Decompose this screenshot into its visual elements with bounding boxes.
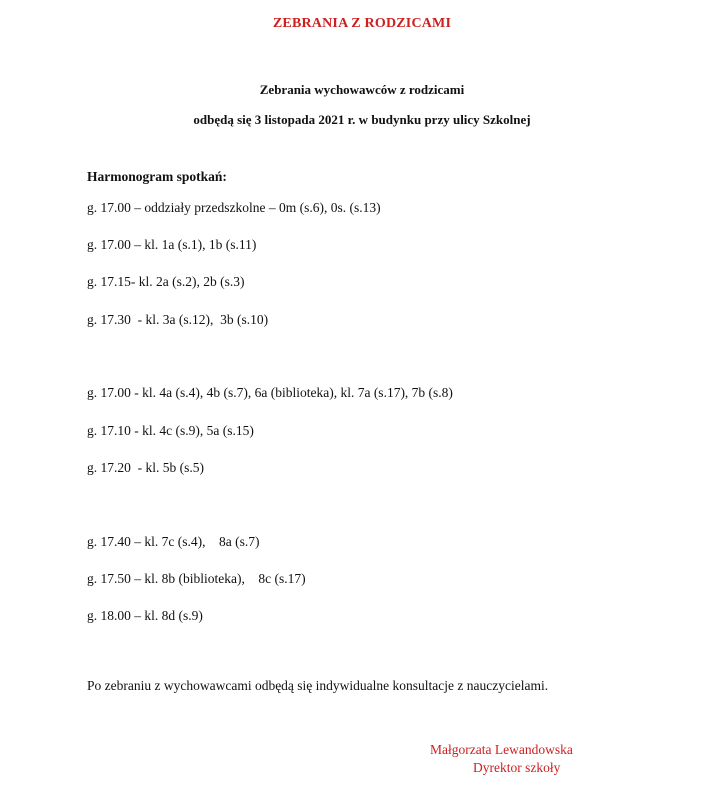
subtitle-line-1: Zebrania wychowawców z rodzicami bbox=[259, 82, 465, 97]
signature-role: Dyrektor szkoły bbox=[473, 760, 561, 775]
subtitle-line-2: odbędą się 3 listopada 2021 r. w budynku przy ulicy Szkolnej bbox=[193, 112, 531, 127]
schedule-item: g. 17.15- kl. 2a (s.2), 2b (s.3) bbox=[87, 274, 245, 289]
schedule-item: g. 17.50 – kl. 8b (biblioteka), 8c (s.17) bbox=[87, 571, 306, 586]
schedule-heading: Harmonogram spotkań: bbox=[87, 169, 227, 184]
schedule-item: g. 17.00 – kl. 1a (s.1), 1b (s.11) bbox=[87, 237, 257, 252]
schedule-item: g. 17.00 - kl. 4a (s.4), 4b (s.7), 6a (biblioteka), kl. 7a (s.17), 7b (s.8) bbox=[87, 385, 453, 400]
schedule-item: g. 17.10 - kl. 4c (s.9), 5a (s.15) bbox=[87, 423, 254, 438]
schedule-item: g. 18.00 – kl. 8d (s.9) bbox=[87, 608, 203, 623]
schedule-item: g. 17.40 – kl. 7c (s.4), 8a (s.7) bbox=[87, 534, 260, 549]
schedule-item: g. 17.20 - kl. 5b (s.5) bbox=[87, 460, 204, 475]
signature-name: Małgorzata Lewandowska bbox=[430, 742, 573, 757]
schedule-item: g. 17.00 – oddziały przedszkolne – 0m (s.6), 0s. (s.13) bbox=[87, 200, 381, 215]
consultation-note: Po zebraniu z wychowawcami odbędą się indywidualne konsultacje z nauczycielami. bbox=[87, 678, 549, 693]
schedule-item: g. 17.30 - kl. 3a (s.12), 3b (s.10) bbox=[87, 312, 269, 327]
document-title: ZEBRANIA Z RODZICAMI bbox=[272, 16, 452, 31]
